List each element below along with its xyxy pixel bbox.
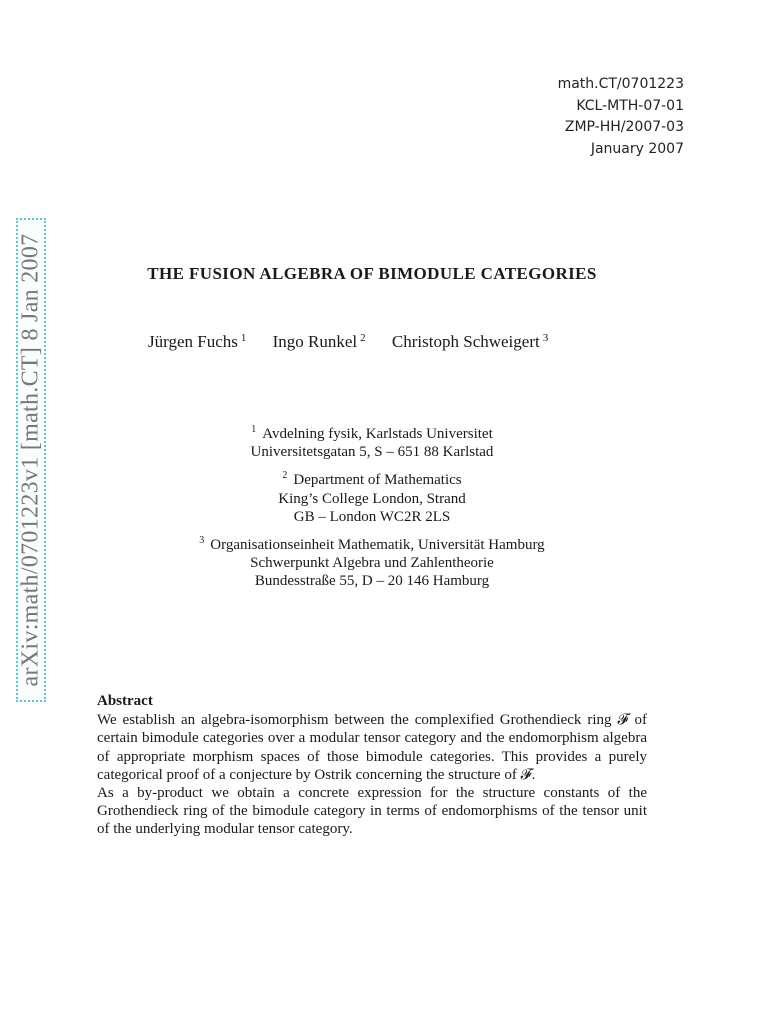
affiliation-line: Bundesstraße 55, D – 20 146 Hamburg (254, 573, 490, 590)
affiliation (0, 421, 744, 461)
affiliation-list (0, 421, 744, 597)
affiliation-line: GB – London WC2R 2LS (293, 508, 451, 525)
affiliation-mark: 1 (251, 424, 257, 435)
affiliation-line: Avdelning fysik, Karlstads Universitet (262, 426, 493, 442)
author (273, 332, 366, 352)
affiliation-mark: 3 (199, 535, 205, 547)
affiliation-mark: 2 (282, 470, 288, 482)
affiliation-line: King’s College London, Strand (278, 490, 466, 507)
author-affiliation-mark: 2 (360, 332, 366, 344)
author (148, 332, 246, 352)
report-id-arxiv: math.CT/0701223 (557, 76, 684, 92)
arxiv-identifier: arXiv:math/0701223v1 [math.CT] 8 Jan 2007 (17, 233, 44, 687)
author-affiliation-mark: 1 (240, 332, 247, 344)
author-name: Christoph Schweigert (391, 332, 540, 351)
abstract-heading: Abstract (97, 693, 153, 709)
affiliation-line: Department of Mathematics (293, 472, 462, 489)
author (392, 332, 548, 352)
report-identifiers (558, 74, 684, 160)
abstract (97, 692, 647, 839)
paper-title: THE FUSION ALGEBRA OF BIMODULE CATEGORIES (147, 264, 597, 283)
affiliation-line: Universitetsgatan 5, S – 651 88 Karlstad (250, 444, 494, 461)
author-list (148, 332, 548, 352)
report-date: January 2007 (590, 140, 684, 157)
affiliation-line: Schwerpunkt Algebra und Zahlentheorie (250, 555, 494, 572)
abstract-paragraph: We establish an algebra-isomorphism between the complexified Grothendieck ring 𝓕 of certain bimodule categories over a modular tensor category and the endomorphism algebra of appropriate morphism spaces of those bimodule categories. This provides a purely categorical proof of a conjecture by Ostrik concerning the structure of 𝓕. (97, 712, 647, 783)
author-name: Ingo Runkel (272, 332, 358, 351)
author-name: Jürgen Fuchs (148, 332, 238, 351)
affiliation-line: Organisationseinheit Mathematik, Universität Hamburg (210, 537, 545, 554)
affiliation (0, 532, 744, 591)
report-id-zmp: ZMP-HH/2007-03 (564, 119, 684, 135)
abstract-paragraph: As a by-product we obtain a concrete expression for the structure constants of the Grothendieck ring of the bimodule category in terms of endomorphisms of the tensor unit of the underlying modular tensor category. (97, 785, 647, 838)
affiliation (0, 467, 744, 526)
report-id-kcl: KCL-MTH-07-01 (576, 97, 684, 114)
author-affiliation-mark: 3 (542, 332, 549, 344)
